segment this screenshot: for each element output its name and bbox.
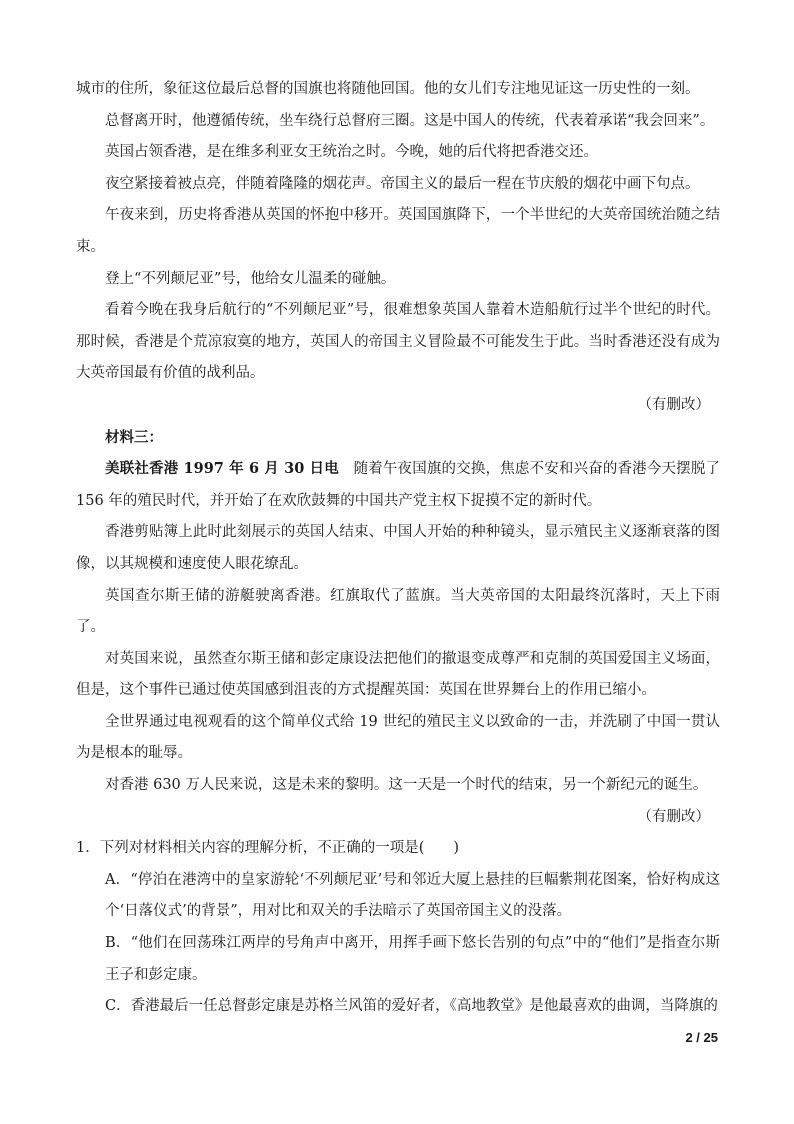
- question-stem: 1．下列对材料相关内容的理解分析，不正确的一项是( ): [76, 840, 460, 857]
- edit-note: （有删改）: [637, 808, 710, 825]
- paragraph: 夜空紧接着被点亮，伴随着隆隆的烟花声。帝国主义的最后一程在节庆般的烟花中画下句点。: [105, 175, 700, 192]
- paragraph: 登上“不列颠尼亚”号，他给女儿温柔的碰触。: [105, 270, 396, 287]
- paragraph: 城市的住所，象征这位最后总督的国旗也将随他回国。他的女儿们专注地见证这一历史性的一刻。: [76, 81, 700, 97]
- document-body: [76, 74, 720, 1023]
- dateline: 美联社香港 1997 年 6 月 30 日电: [105, 460, 339, 478]
- paragraph: 英国查尔斯王储的游艇驶离香港。红旗取代了蓝旗。当大英帝国的太阳最终沉落时，天上下雨了。: [76, 587, 720, 636]
- paragraph: 对香港 630 万人民来说，这是未来的黎明。这一天是一个时代的结束，另一个新纪元的诞生。: [105, 777, 708, 794]
- edit-note: （有删改）: [637, 396, 710, 413]
- material-title: 材料三：: [105, 428, 163, 446]
- paragraph: 总督离开时，他遵循传统，坐车绕行总督府三圈。这是中国人的传统，代表着承诺“我会回来”。: [105, 112, 715, 129]
- paragraph: 全世界通过电视观看的这个简单仪式给 19 世纪的殖民主义以致命的一击，并洗刷了中国一贯认为是根本的耻辱。: [76, 713, 720, 762]
- lead-text: 随着午夜国旗的交换，焦虑不安和兴奋的香港今天摆脱了 156 年的殖民时代，并开始了在欢欣鼓舞的中国共产党主权下捉摸不定的新时代。: [76, 461, 721, 509]
- option-b: B．“他们在回荡珠江两岸的号角声中离开，用挥手画下悠长告别的句点”中的“他们”是指查尔斯王子和彭定康。: [105, 935, 720, 983]
- lead-paragraph: [76, 453, 720, 517]
- paragraph: 看着今晚在我身后航行的“不列颠尼亚”号，很难想象英国人靠着木造船航行过半个世纪的时代。那时候，香港是个荒凉寂寞的地方，英国人的帝国主义冒险最不可能发生于此。当时香港还没有成为大英帝国最有价值的战利品。: [76, 302, 720, 382]
- page-number: 2 / 25: [685, 1030, 718, 1045]
- paragraph: 午夜来到，历史将香港从英国的怀抱中移开。英国国旗降下，一个半世纪的大英帝国统治随之结束。: [76, 207, 720, 255]
- paragraph: 英国占领香港，是在维多利亚女王统治之时。今晚，她的后代将把香港交还。: [105, 144, 598, 161]
- option-c: C．香港最后一任总督彭定康是苏格兰风笛的爱好者，《高地教堂》是他最喜欢的曲调，当降旗的: [105, 998, 718, 1015]
- option-a: A．“停泊在港湾中的皇家游轮‘不列颠尼亚’号和邻近大厦上悬挂的巨幅紫荆花图案，恰好构成这个‘日落仪式’的背景”，用对比和双关的手法暗示了英国帝国主义的没落。: [105, 871, 720, 920]
- paragraph: 香港剪贴簿上此时此刻展示的英国人结束、中国人开始的种种镜头，显示殖民主义逐渐衰落的图像，以其规模和速度使人眼花缭乱。: [76, 524, 720, 572]
- paragraph: 对英国来说，虽然查尔斯王储和彭定康设法把他们的撤退变成尊严和克制的英国爱国主义场面，但是，这个事件已通过使英国感到沮丧的方式提醒英国：英国在世界舞台上的作用已缩小。: [76, 650, 720, 699]
